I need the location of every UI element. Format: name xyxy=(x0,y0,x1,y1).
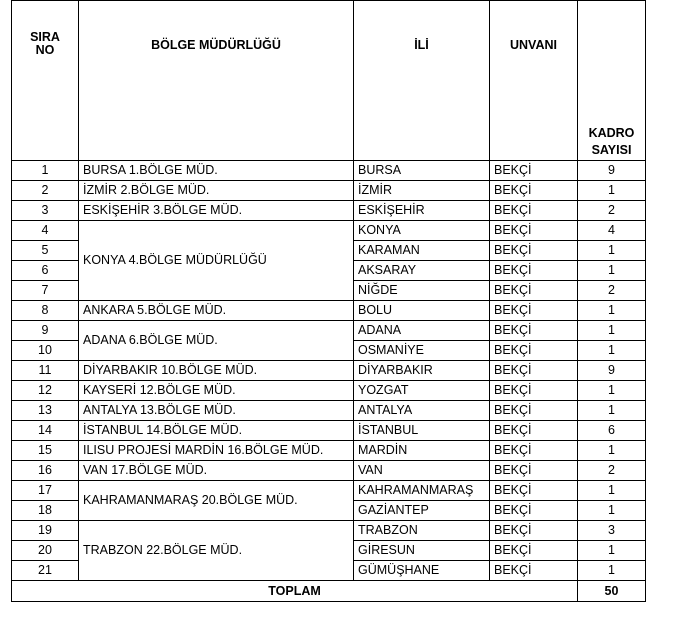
row-bolge: KAHRAMANMARAŞ 20.BÖLGE MÜD. xyxy=(79,481,354,521)
row-unvan: BEKÇİ xyxy=(490,401,578,421)
row-unvan: BEKÇİ xyxy=(490,561,578,581)
table-row xyxy=(12,461,646,481)
table-row xyxy=(12,301,646,321)
row-unvan: BEKÇİ xyxy=(490,221,578,241)
total-label: TOPLAM xyxy=(12,581,578,602)
header-kadro-line2: SAYISI xyxy=(591,143,632,158)
row-ili: MARDİN xyxy=(354,441,490,461)
header-ili: İLİ xyxy=(354,1,490,161)
row-no: 6 xyxy=(12,261,79,281)
row-no: 21 xyxy=(12,561,79,581)
row-kadro: 1 xyxy=(578,481,646,501)
row-ili: VAN xyxy=(354,461,490,481)
row-unvan: BEKÇİ xyxy=(490,301,578,321)
row-no: 13 xyxy=(12,401,79,421)
row-kadro: 2 xyxy=(578,461,646,481)
row-ili: NİĞDE xyxy=(354,281,490,301)
row-no: 10 xyxy=(12,341,79,361)
table-row xyxy=(12,201,646,221)
row-ili: KARAMAN xyxy=(354,241,490,261)
row-bolge: VAN 17.BÖLGE MÜD. xyxy=(79,461,354,481)
row-kadro: 1 xyxy=(578,501,646,521)
row-unvan: BEKÇİ xyxy=(490,441,578,461)
row-ili: BURSA xyxy=(354,161,490,181)
row-kadro: 1 xyxy=(578,381,646,401)
header-unvani: UNVANI xyxy=(490,1,578,161)
row-no: 16 xyxy=(12,461,79,481)
row-no: 4 xyxy=(12,221,79,241)
row-bolge: İZMİR 2.BÖLGE MÜD. xyxy=(79,181,354,201)
row-unvan: BEKÇİ xyxy=(490,541,578,561)
row-kadro: 2 xyxy=(578,281,646,301)
row-ili: YOZGAT xyxy=(354,381,490,401)
row-bolge: DİYARBAKIR 10.BÖLGE MÜD. xyxy=(79,361,354,381)
row-unvan: BEKÇİ xyxy=(490,421,578,441)
total-value: 50 xyxy=(578,581,646,602)
row-bolge: ANKARA 5.BÖLGE MÜD. xyxy=(79,301,354,321)
row-unvan: BEKÇİ xyxy=(490,481,578,501)
header-sira-no xyxy=(12,1,79,161)
row-bolge: KONYA 4.BÖLGE MÜDÜRLÜĞÜ xyxy=(79,221,354,301)
row-unvan: BEKÇİ xyxy=(490,261,578,281)
row-no: 7 xyxy=(12,281,79,301)
row-no: 1 xyxy=(12,161,79,181)
row-bolge: ANTALYA 13.BÖLGE MÜD. xyxy=(79,401,354,421)
row-no: 15 xyxy=(12,441,79,461)
table-row xyxy=(12,181,646,201)
row-kadro: 1 xyxy=(578,321,646,341)
table-row xyxy=(12,361,646,381)
row-kadro: 1 xyxy=(578,441,646,461)
row-kadro: 1 xyxy=(578,341,646,361)
row-no: 12 xyxy=(12,381,79,401)
row-unvan: BEKÇİ xyxy=(490,521,578,541)
row-ili: KONYA xyxy=(354,221,490,241)
row-ili: DİYARBAKIR xyxy=(354,361,490,381)
total-row xyxy=(12,581,646,602)
row-ili: TRABZON xyxy=(354,521,490,541)
row-bolge: TRABZON 22.BÖLGE MÜD. xyxy=(79,521,354,581)
table-row xyxy=(12,401,646,421)
table-row xyxy=(12,221,646,241)
row-no: 8 xyxy=(12,301,79,321)
header-row xyxy=(12,1,646,161)
row-unvan: BEKÇİ xyxy=(490,361,578,381)
row-bolge: KAYSERİ 12.BÖLGE MÜD. xyxy=(79,381,354,401)
table-row xyxy=(12,421,646,441)
row-no: 2 xyxy=(12,181,79,201)
row-ili: GİRESUN xyxy=(354,541,490,561)
row-ili: ANTALYA xyxy=(354,401,490,421)
kadro-table xyxy=(11,0,646,602)
row-unvan: BEKÇİ xyxy=(490,281,578,301)
header-kadro-line1: KADRO xyxy=(588,126,635,141)
header-kadro-sayisi xyxy=(578,1,646,161)
row-unvan: BEKÇİ xyxy=(490,461,578,481)
table-row xyxy=(12,521,646,541)
row-kadro: 9 xyxy=(578,361,646,381)
row-kadro: 1 xyxy=(578,561,646,581)
table-row xyxy=(12,381,646,401)
row-bolge: İSTANBUL 14.BÖLGE MÜD. xyxy=(79,421,354,441)
table-row xyxy=(12,441,646,461)
row-kadro: 1 xyxy=(578,261,646,281)
row-bolge: ILISU PROJESİ MARDİN 16.BÖLGE MÜD. xyxy=(79,441,354,461)
row-unvan: BEKÇİ xyxy=(490,321,578,341)
row-kadro: 9 xyxy=(578,161,646,181)
row-ili: ADANA xyxy=(354,321,490,341)
row-unvan: BEKÇİ xyxy=(490,341,578,361)
header-bolge: BÖLGE MÜDÜRLÜĞÜ xyxy=(79,1,354,161)
table-row xyxy=(12,321,646,341)
row-no: 19 xyxy=(12,521,79,541)
row-bolge: ADANA 6.BÖLGE MÜD. xyxy=(79,321,354,361)
row-kadro: 2 xyxy=(578,201,646,221)
row-unvan: BEKÇİ xyxy=(490,501,578,521)
row-kadro: 1 xyxy=(578,301,646,321)
row-ili: İSTANBUL xyxy=(354,421,490,441)
row-ili: BOLU xyxy=(354,301,490,321)
row-no: 20 xyxy=(12,541,79,561)
row-kadro: 3 xyxy=(578,521,646,541)
row-ili: KAHRAMANMARAŞ xyxy=(354,481,490,501)
row-ili: AKSARAY xyxy=(354,261,490,281)
table-row xyxy=(12,161,646,181)
header-sira-line1: SIRA xyxy=(30,30,60,44)
row-no: 17 xyxy=(12,481,79,501)
row-kadro: 1 xyxy=(578,401,646,421)
row-no: 11 xyxy=(12,361,79,381)
row-ili: GÜMÜŞHANE xyxy=(354,561,490,581)
row-unvan: BEKÇİ xyxy=(490,381,578,401)
row-no: 14 xyxy=(12,421,79,441)
row-bolge: ESKİŞEHİR 3.BÖLGE MÜD. xyxy=(79,201,354,221)
row-kadro: 1 xyxy=(578,181,646,201)
table-row xyxy=(12,481,646,501)
row-no: 18 xyxy=(12,501,79,521)
header-sira-line2: NO xyxy=(35,42,55,57)
row-kadro: 4 xyxy=(578,221,646,241)
row-kadro: 1 xyxy=(578,541,646,561)
row-no: 9 xyxy=(12,321,79,341)
row-unvan: BEKÇİ xyxy=(490,201,578,221)
row-unvan: BEKÇİ xyxy=(490,181,578,201)
row-bolge: BURSA 1.BÖLGE MÜD. xyxy=(79,161,354,181)
row-no: 3 xyxy=(12,201,79,221)
row-unvan: BEKÇİ xyxy=(490,161,578,181)
row-ili: OSMANİYE xyxy=(354,341,490,361)
row-unvan: BEKÇİ xyxy=(490,241,578,261)
row-no: 5 xyxy=(12,241,79,261)
row-ili: İZMİR xyxy=(354,181,490,201)
row-kadro: 6 xyxy=(578,421,646,441)
row-ili: GAZİANTEP xyxy=(354,501,490,521)
row-ili: ESKİŞEHİR xyxy=(354,201,490,221)
row-kadro: 1 xyxy=(578,241,646,261)
